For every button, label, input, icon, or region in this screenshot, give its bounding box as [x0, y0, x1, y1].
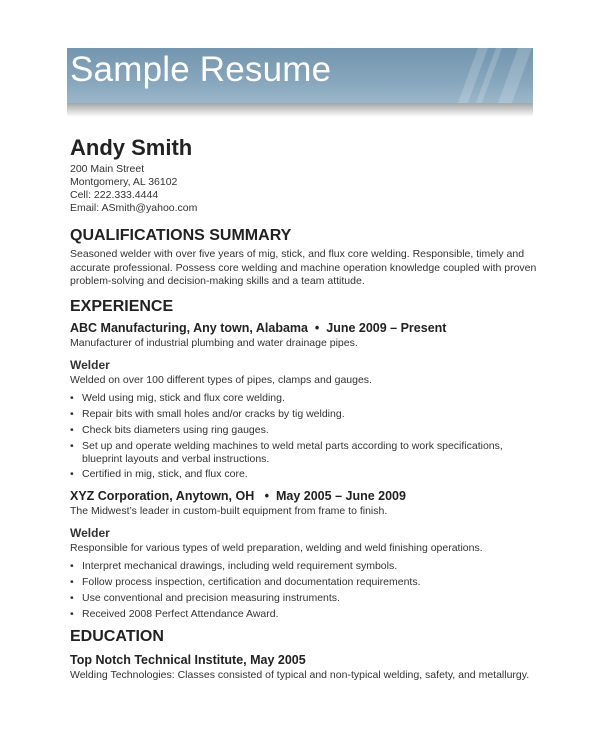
role-title: Welder — [70, 358, 110, 372]
job-description: The Midwest’s leader in custom-built equipment from frame to finish. — [70, 505, 388, 517]
education-details: Welding Technologies: Classes consisted of typical and non-typical welding, safety, and metallurgy. — [70, 669, 530, 681]
header-banner — [67, 48, 533, 103]
bullet-item: • Received 2008 Perfect Attendance Award. — [70, 608, 279, 620]
bullet-item: • Interpret mechanical drawings, including weld requirement symbols. — [70, 560, 398, 572]
banner-title: Sample Resume — [70, 50, 332, 89]
city-line: Montgomery, AL 36102 — [70, 176, 178, 188]
banner-shadow — [67, 103, 533, 117]
bullet-continuation: blueprint layouts and verbal instructions. — [82, 453, 270, 465]
role-description: Responsible for various types of weld preparation, welding and weld finishing operations. — [70, 542, 483, 554]
summary-line: Seasoned welder with over five years of mig, stick, and flux core welding. Responsible, timely and — [70, 248, 525, 260]
summary-line: accurate professional. Possess core welding and machine operation knowledge coupled with proven — [70, 262, 537, 274]
bullet-item: • Check bits diameters using ring gauges. — [70, 424, 269, 436]
education-heading: EDUCATION — [70, 628, 164, 645]
bullet-item: • Repair bits with small holes and/or cracks by tig welding. — [70, 408, 345, 420]
applicant-name: Andy Smith — [70, 135, 193, 160]
phone-line: Cell: 222.333.4444 — [70, 189, 159, 201]
school-line: Top Notch Technical Institute, May 2005 — [70, 653, 306, 667]
bullet-item: • Weld using mig, stick and flux core welding. — [70, 392, 285, 404]
bullet-item: • Certified in mig, stick, and flux core. — [70, 468, 248, 480]
role-description: Welded on over 100 different types of pipes, clamps and gauges. — [70, 374, 372, 386]
bullet-item: • Set up and operate welding machines to weld metal parts according to work specifications, — [70, 440, 503, 452]
job-title-line: ABC Manufacturing, Any town, Alabama • June 2009 – Present — [70, 321, 447, 335]
experience-heading: EXPERIENCE — [70, 298, 174, 315]
summary-heading: QUALIFICATIONS SUMMARY — [70, 227, 292, 244]
bullet-item: • Use conventional and precision measuring instruments. — [70, 592, 340, 604]
job-title-line: XYZ Corporation, Anytown, OH • May 2005 – June 2009 — [70, 489, 406, 503]
address-line: 200 Main Street — [70, 163, 145, 175]
summary-line: problem-solving and decision-making skills and a team attitude. — [70, 275, 365, 287]
job-description: Manufacturer of industrial plumbing and water drainage pipes. — [70, 337, 358, 349]
bullet-item: • Follow process inspection, certification and documentation requirements. — [70, 576, 421, 588]
email-line: Email: ASmith@yahoo.com — [70, 202, 198, 214]
role-title: Welder — [70, 526, 110, 540]
